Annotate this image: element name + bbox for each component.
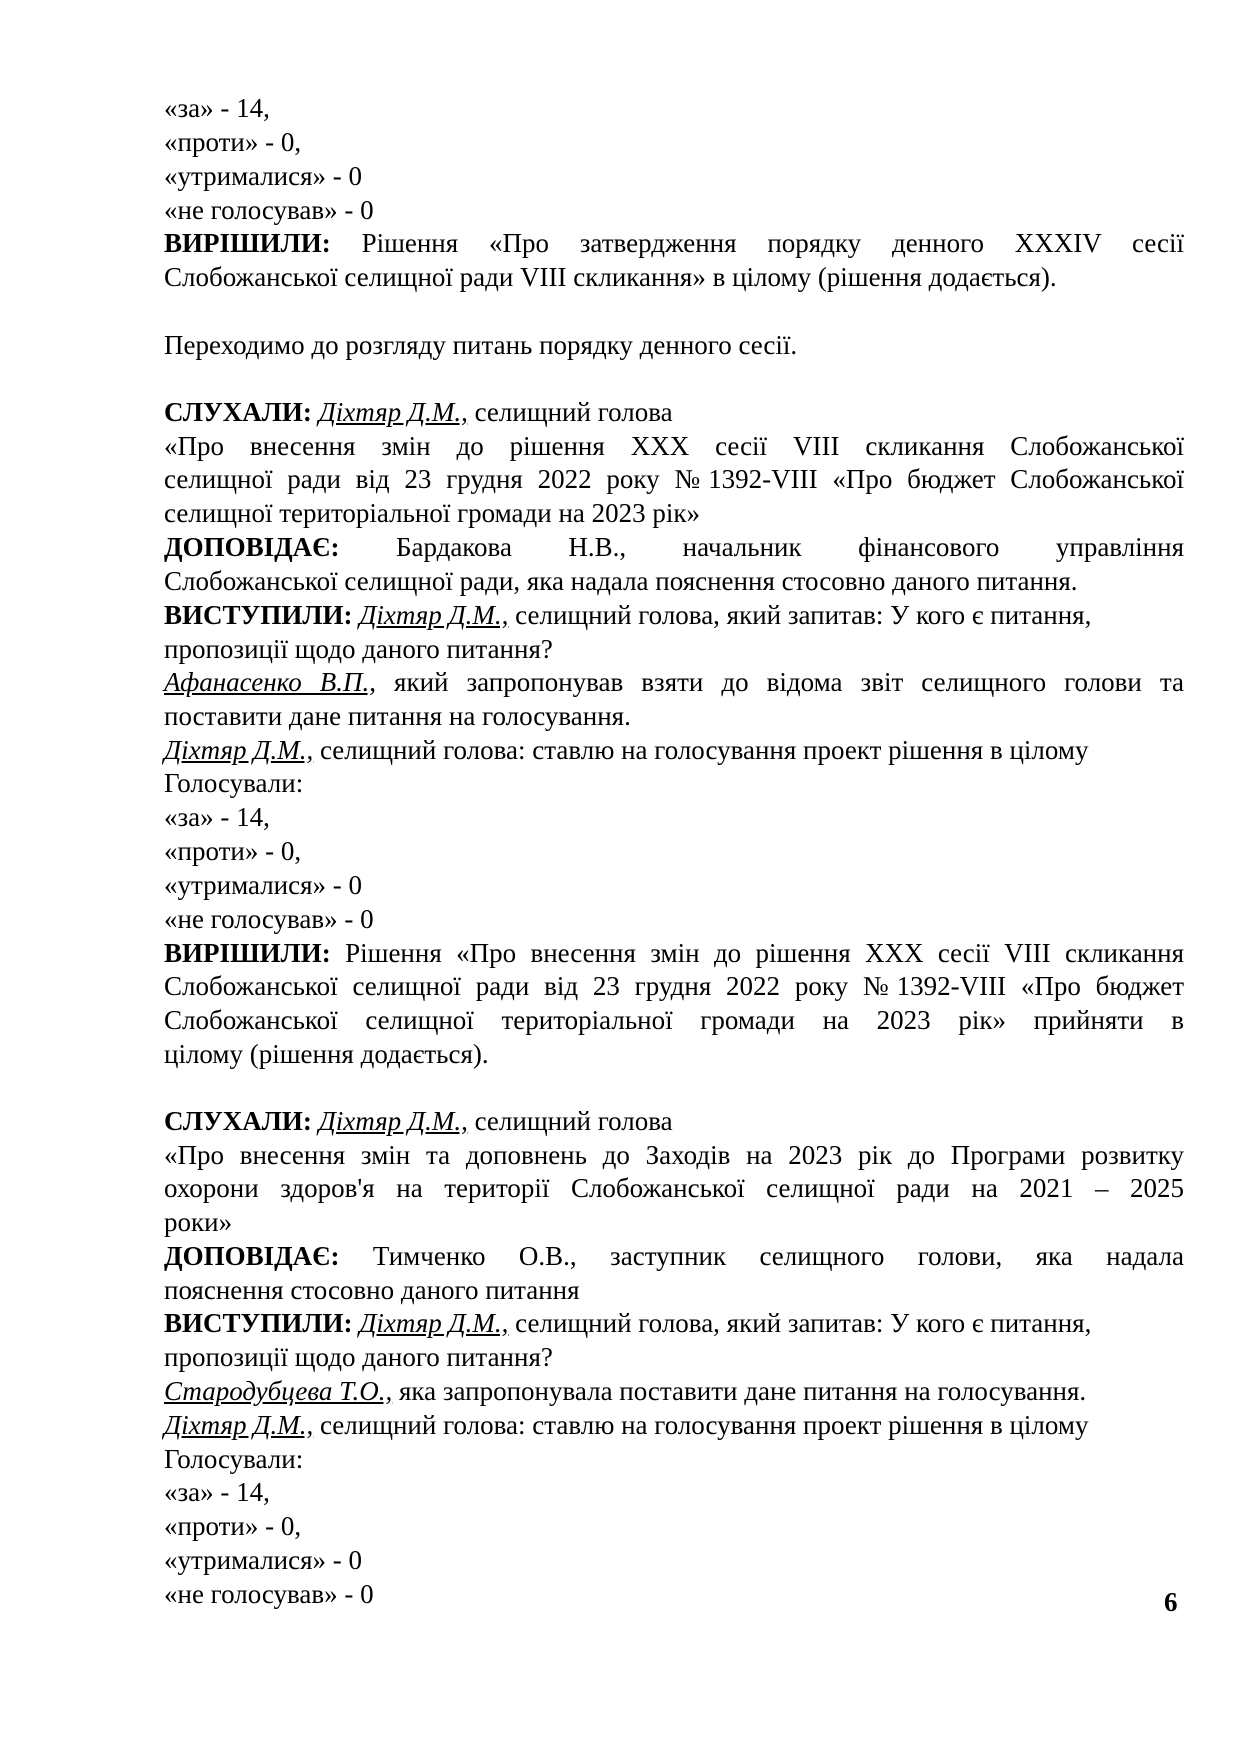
vote-for: «за» - 14, [164,802,270,832]
speaker-name: Діхтяр Д.М., [318,397,468,427]
report-label: ДОПОВІДАЄ: [164,532,340,562]
heard-line [164,396,1184,430]
decision-text: цілому (рішення додається). [164,1039,489,1069]
vote-against: «проти» - 0, [164,127,302,157]
speaker-name: Діхтяр Д.М., [164,735,314,765]
proposal-text: який запропонував взяти до відома звіт селищного голови та [376,667,1184,697]
decision-text: Слобожанської селищної ради VIII скликання» в цілому (рішення додається). [164,262,1057,292]
proposal-text: поставити дане питання на голосування. [164,701,631,731]
heard-label: СЛУХАЛИ: [164,1106,312,1136]
agenda-title: «Про внесення змін та доповнень до Заходів на 2023 рік до Програми розвитку [164,1140,1184,1170]
transition-text: Переходимо до розгляду питань порядку денного сесії. [164,330,798,360]
decision-text: Рішення «Про затвердження порядку денного XXXIV сесії [330,228,1184,258]
put-to-vote-line [164,734,1184,768]
put-to-vote-line [164,1409,1184,1443]
proposer-name: Афанасенко В.П., [164,667,377,697]
vote-none: «не голосував» - 0 [164,195,374,225]
spoke-text: селищний голова, який запитав: У кого є питання, [508,1308,1092,1338]
agenda-title: селищної територіальної громади на 2023 рік» [164,498,701,528]
spoke-text: пропозиції щодо даного питання? [164,1342,553,1372]
vote-abstain: «утрималися» - 0 [164,1545,363,1575]
agenda-title: селищної ради від 23 грудня 2022 року №1392-VIII «Про бюджет Слобожанської [164,464,1184,494]
put-to-vote-text: селищний голова: ставлю на голосування проект рішення в цілому [313,735,1089,765]
vote-none: «не голосував» - 0 [164,904,374,934]
put-to-vote-text: селищний голова: ставлю на голосування проект рішення в цілому [313,1410,1089,1440]
page-number: 6 [1164,1587,1178,1617]
speaker-name: Діхтяр Д.М., [318,1106,468,1136]
proposal-line [164,666,1184,700]
report-text: пояснення стосовно даного питання [164,1275,580,1305]
vote-none: «не голосував» - 0 [164,1579,374,1609]
decision-text: Слобожанської селищної територіальної громади на 2023 рік» прийняти в [164,1005,1184,1035]
heard-label: СЛУХАЛИ: [164,397,312,427]
vote-abstain: «утрималися» - 0 [164,870,363,900]
report-label: ДОПОВІДАЄ: [164,1241,340,1271]
proposer-name: Стародубцева Т.О., [164,1376,393,1406]
speaker-name: Діхтяр Д.М., [359,1308,509,1338]
decided-label: ВИРІШИЛИ: [164,228,331,258]
vote-for: «за» - 14, [164,1477,270,1507]
spoke-line [164,599,1184,633]
spoke-label: ВИСТУПИЛИ: [164,1308,353,1338]
proposal-line [164,1375,1184,1409]
spoke-text: пропозиції щодо даного питання? [164,634,553,664]
proposal-text: яка запропонувала поставити дане питання на голосування. [392,1376,1087,1406]
voted-label: Голосували: [164,768,304,798]
spoke-label: ВИСТУПИЛИ: [164,600,353,630]
speaker-name: Діхтяр Д.М., [359,600,509,630]
report-line [164,531,1184,565]
decided-label: ВИРІШИЛИ: [164,938,331,968]
agenda-title: роки» [164,1207,233,1237]
voted-label: Голосували: [164,1444,304,1474]
report-text: Слобожанської селищної ради, яка надала пояснення стосовно даного питання. [164,566,1078,596]
speaker-name: Діхтяр Д.М., [164,1410,314,1440]
vote-against: «проти» - 0, [164,1511,302,1541]
report-text: Тимченко О.В., заступник селищного голови, яка надала [339,1241,1184,1271]
agenda-title: охорони здоров'я на території Слобожанської селищної ради на 2021 – 2025 [164,1173,1184,1203]
speaker-role: селищний голова [467,397,673,427]
report-text: Бардакова Н.В., начальник фінансового управління [339,532,1184,562]
decision-text: Слобожанської селищної ради від 23 грудня 2022 року №1392-VIII «Про бюджет [164,971,1184,1001]
decision-line [164,937,1184,971]
decision-text: Рішення «Про внесення змін до рішення XXX сесії VIII скликання [330,938,1184,968]
speaker-role: селищний голова [467,1106,673,1136]
spoke-line [164,1307,1184,1341]
vote-for: «за» - 14, [164,93,270,123]
vote-abstain: «утрималися» - 0 [164,161,363,191]
decision-line [164,227,1184,261]
report-line [164,1240,1184,1274]
heard-line [164,1105,1184,1139]
agenda-title: «Про внесення змін до рішення XXX сесії VIII скликання Слобожанської [164,431,1184,461]
vote-against: «проти» - 0, [164,836,302,866]
spoke-text: селищний голова, який запитав: У кого є питання, [508,600,1092,630]
